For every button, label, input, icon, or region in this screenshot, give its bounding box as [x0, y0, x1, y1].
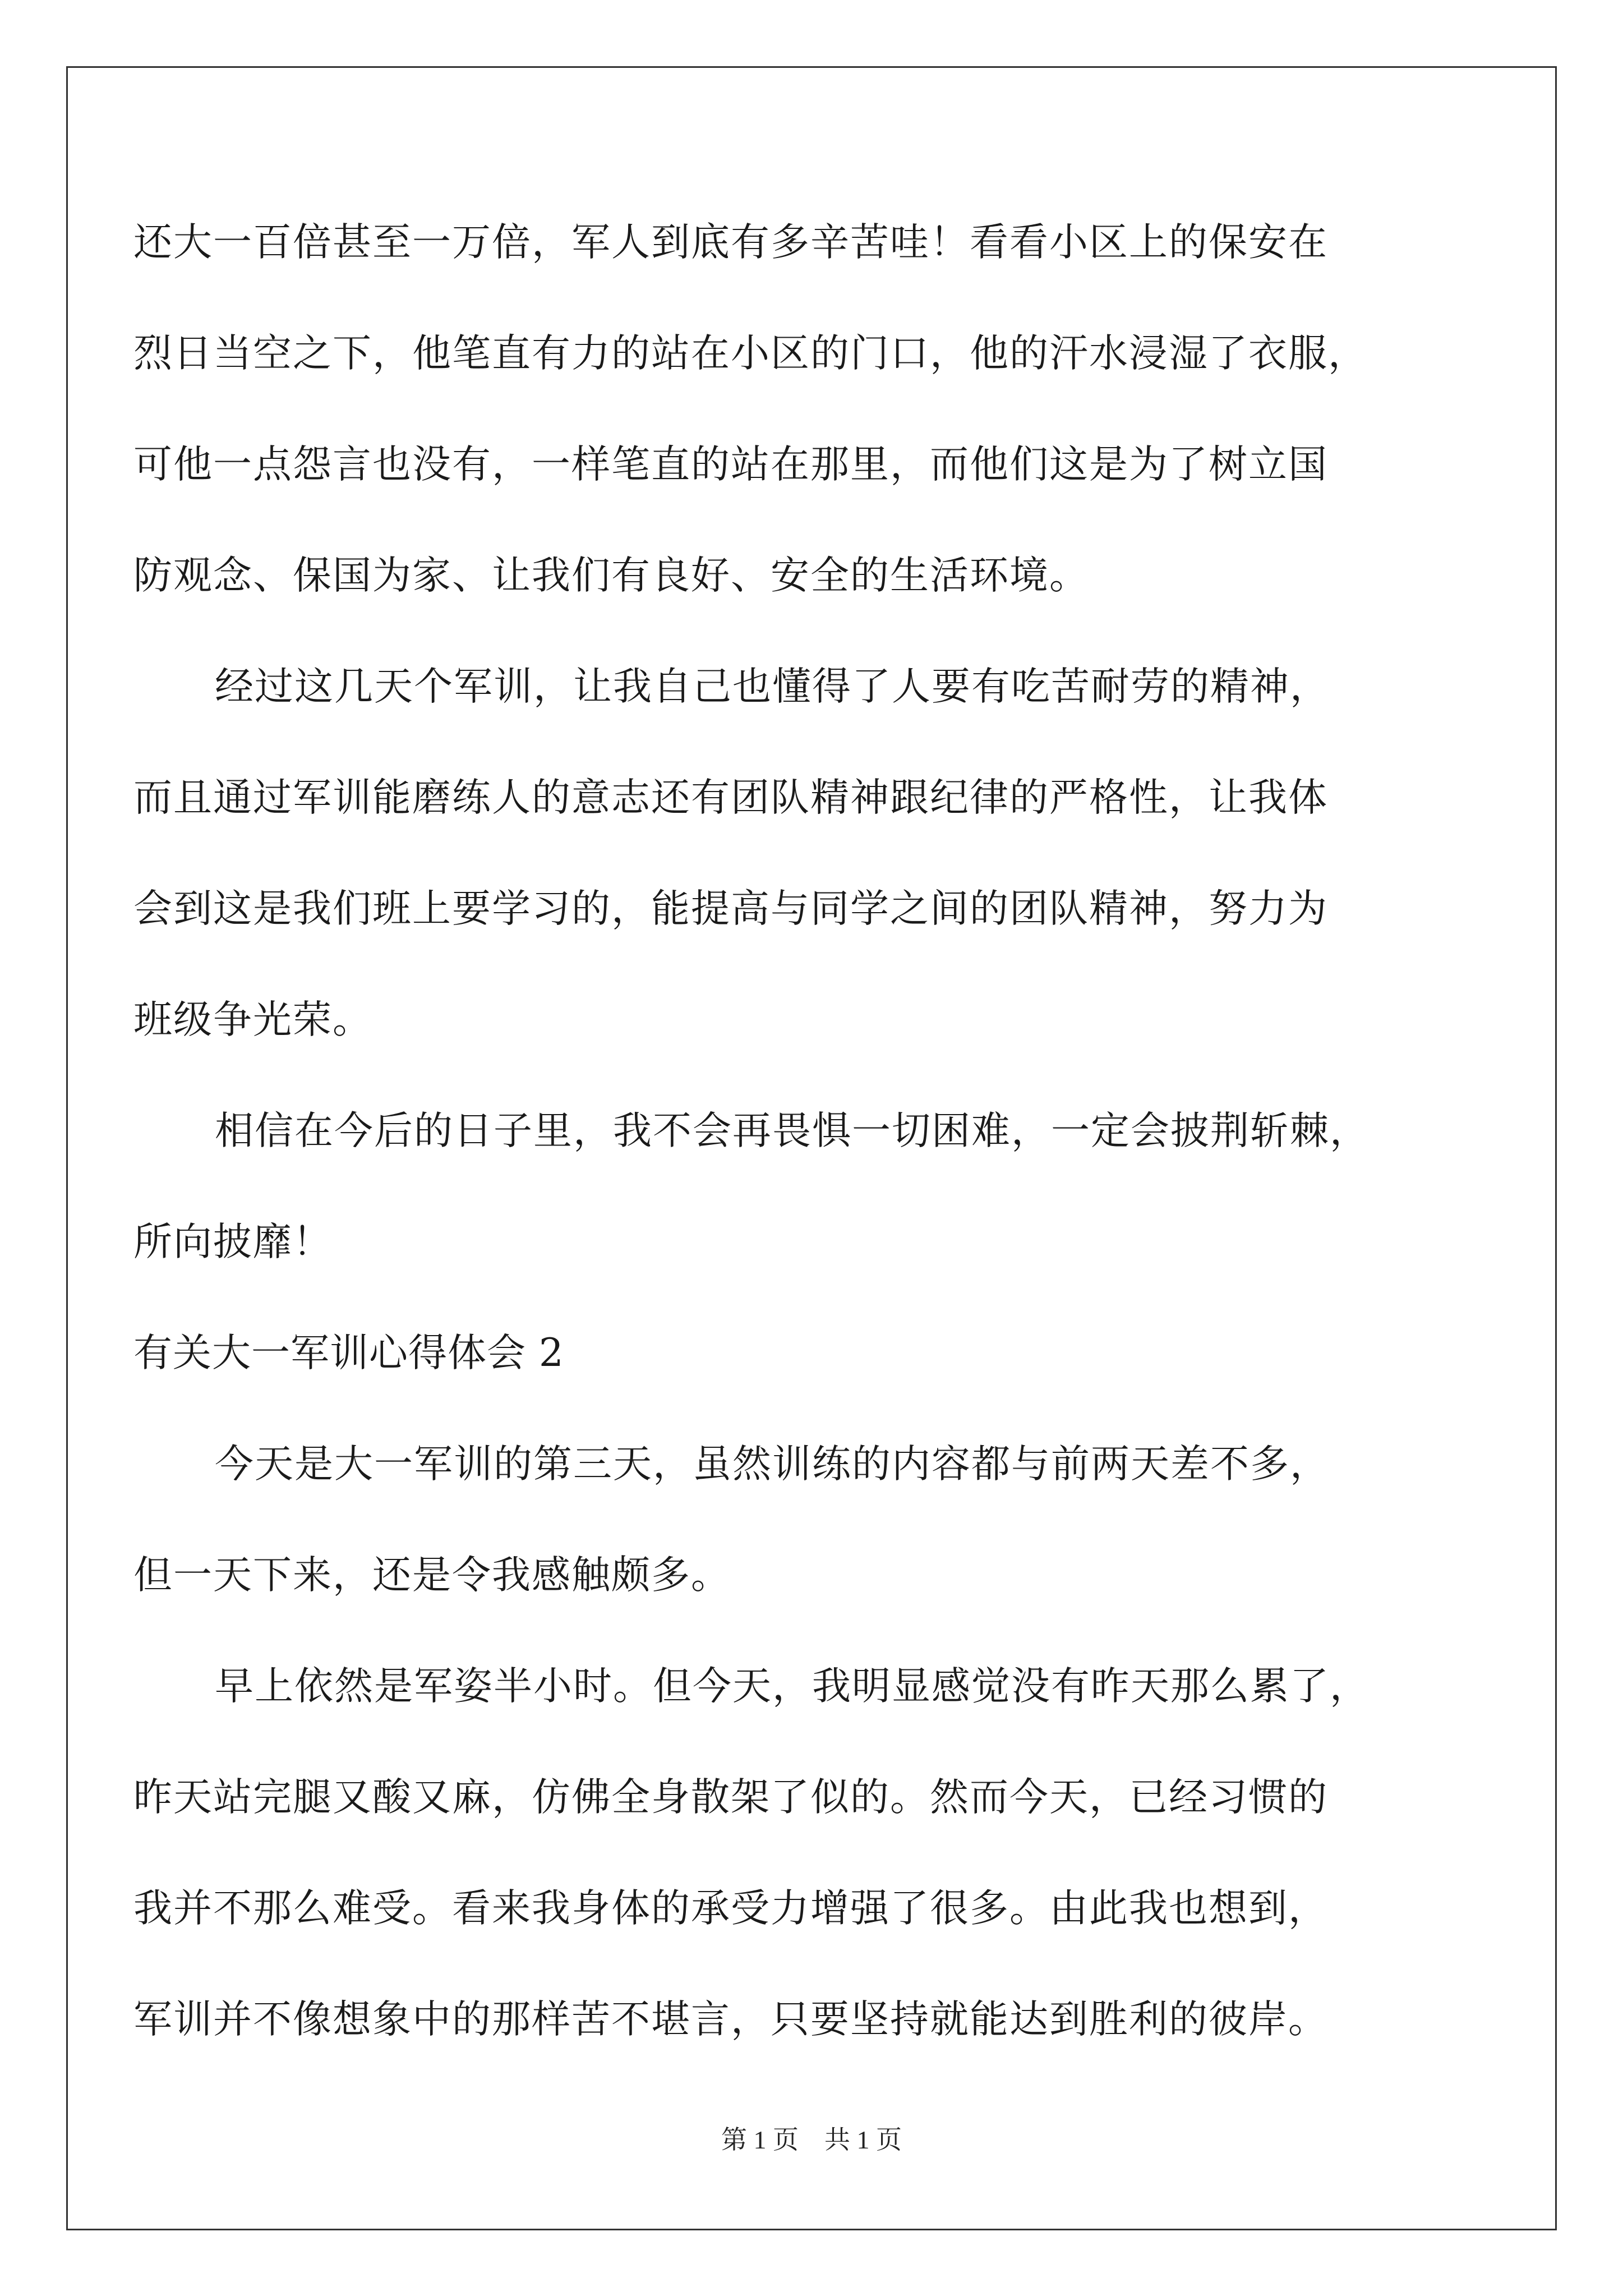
text-line: 昨天站完腿又酸又麻，仿佛全身散架了似的。然而今天，已经习惯的 [133, 1775, 1328, 1820]
text-line: 而且通过军训能磨练人的意志还有团队精神跟纪律的严格性，让我体 [133, 775, 1328, 820]
text-line: 防观念、保国为家、让我们有良好、安全的生活环境。 [133, 553, 1089, 598]
text-line: 早上依然是军姿半小时。但今天，我明显感觉没有昨天那么累了， [215, 1664, 1370, 1709]
text-line: 所向披靡！ [133, 1220, 333, 1264]
text-line: 相信在今后的日子里，我不会再畏惧一切困难，一定会披荆斩棘， [215, 1108, 1370, 1153]
text-line: 班级争光荣。 [133, 997, 372, 1042]
page-number: 第 1 页 共 1 页 [721, 2125, 902, 2154]
text-line: 军训并不像想象中的那样苦不堪言，只要坚持就能达到胜利的彼岸。 [133, 1997, 1328, 2042]
text-line: 但一天下来，还是令我感触颇多。 [133, 1553, 731, 1598]
text-line: 我并不那么难受。看来我身体的承受力增强了很多。由此我也想到， [133, 1886, 1328, 1931]
text-line: 烈日当空之下，他笔直有力的站在小区的门口，他的汗水浸湿了衣服， [133, 331, 1368, 376]
text-line: 会到这是我们班上要学习的，能提高与同学之间的团队精神，努力为 [133, 886, 1328, 931]
text-line: 可他一点怨言也没有，一样笔直的站在那里，而他们这是为了树立国 [133, 442, 1328, 487]
text-line: 经过这几天个军训，让我自己也懂得了人要有吃苦耐劳的精神， [215, 664, 1330, 709]
text-line: 还大一百倍甚至一万倍，军人到底有多辛苦哇！看看小区上的保安在 [133, 220, 1328, 265]
section-heading: 有关大一军训心得体会 2 [133, 1331, 564, 1375]
text-line: 今天是大一军训的第三天，虽然训练的内容都与前两天差不多， [215, 1442, 1330, 1487]
